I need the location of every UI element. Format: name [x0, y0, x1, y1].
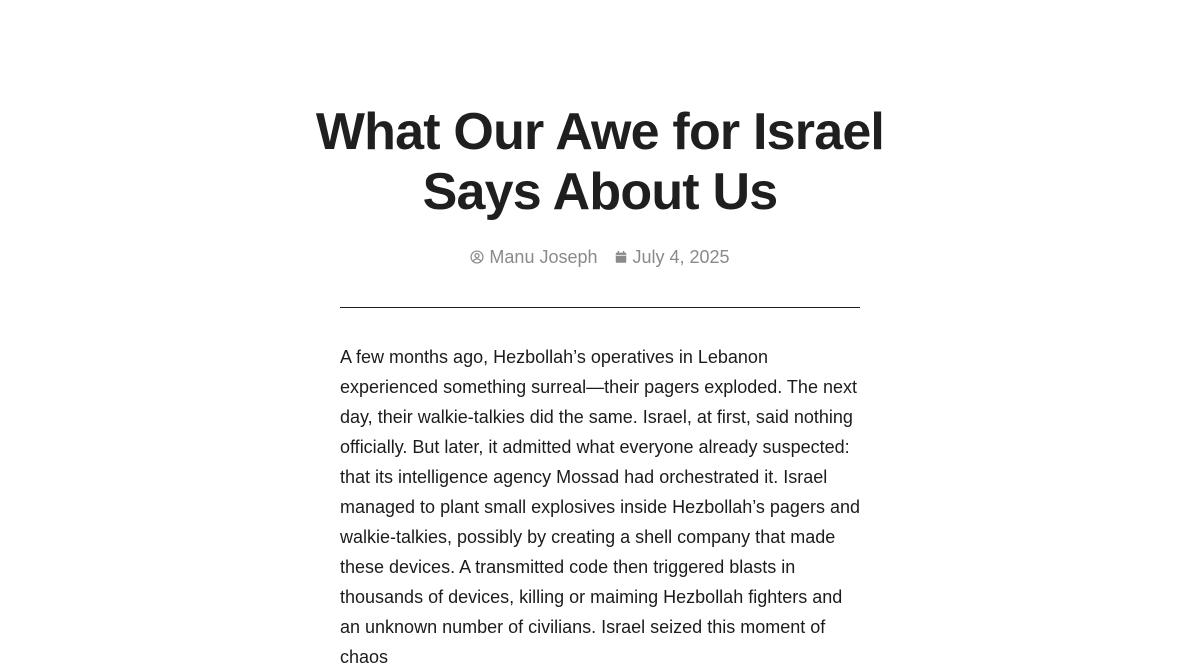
article-title: What Our Awe for Israel Says About Us: [315, 103, 885, 221]
user-circle-icon: [470, 250, 484, 264]
post-date: July 4, 2025: [632, 247, 730, 267]
calendar-icon: [614, 250, 628, 264]
article-body: A few months ago, Hezbollah’s operatives in Lebanon experienced something surreal—their pagers exploded. The next day, their walkie-talkies did the same. Israel, at first, said nothing officially. But later, it admitted what everyone already suspected: that its intelligence agency Mossad had orchestrated it. Israel managed to plant small explosives inside Hezbollah’s pagers and walkie-talkies, possibly by creating a shell company that made these devices. A transmitted code then triggered blasts in thousands of devices, killing or maiming Hezbollah fighters and an unknown number of civilians. Israel seized this moment of chaos: [340, 347, 860, 667]
author-link[interactable]: [470, 244, 597, 270]
date-link[interactable]: [614, 244, 730, 270]
author-name: Manu Joseph: [489, 247, 598, 267]
article-meta: [340, 244, 860, 270]
divider: [340, 307, 860, 308]
